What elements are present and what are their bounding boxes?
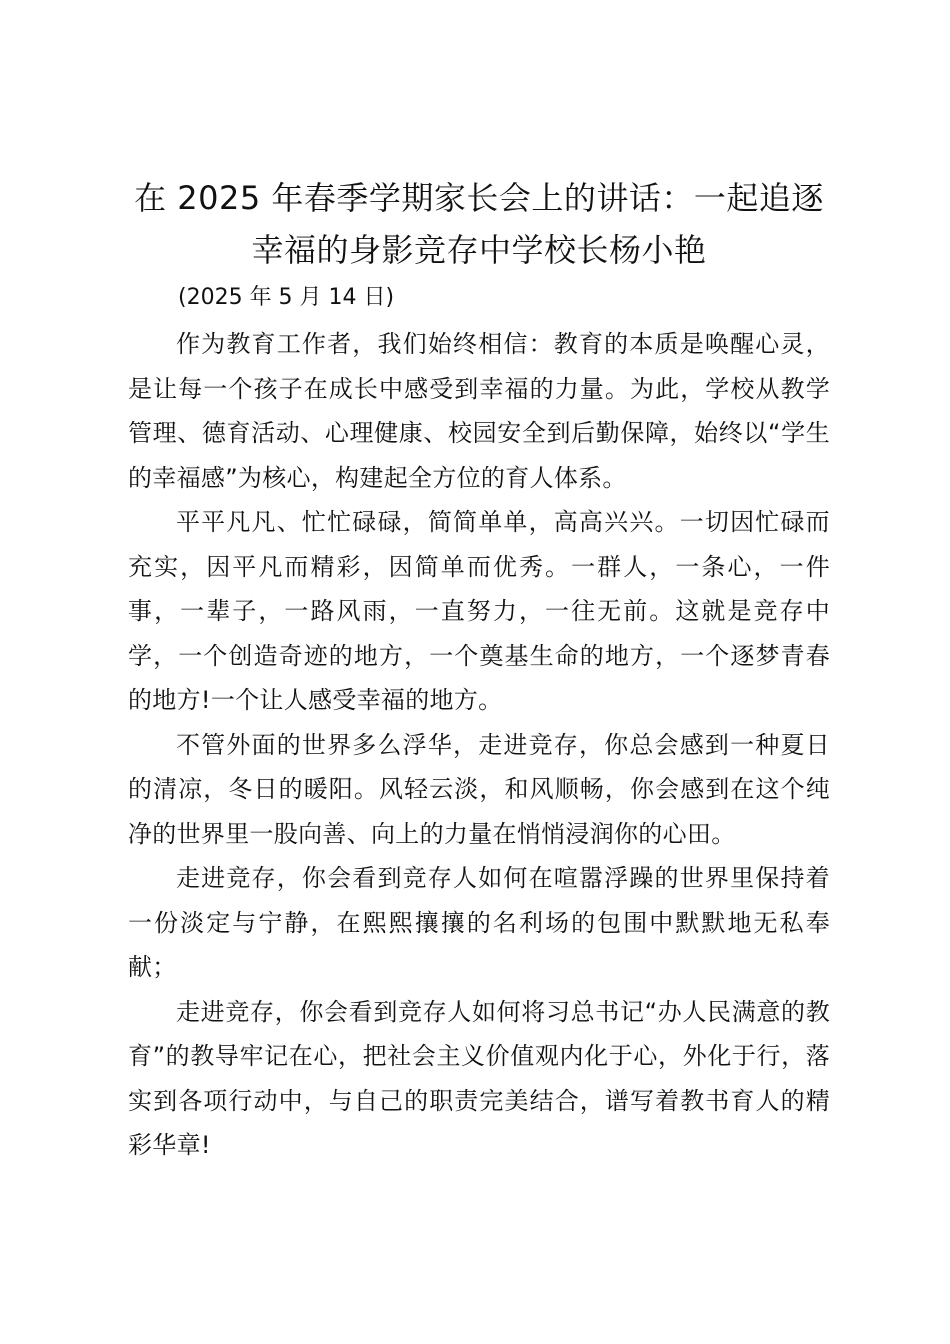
speech-date: (2025 年 5 月 14 日) (178, 285, 395, 310)
paragraph-3: 不管外面的世界多么浮华，走进竞存，你总会感到一种夏日的清凉，冬日的暖阳。风轻云淡，和风顺畅，你会感到在这个纯净的世界里一股向善、向上的力量在悄悄浸润你的心田。 (128, 730, 830, 848)
paragraph-5: 走进竞存，你会看到竞存人如何将习总书记“办人民满意的教育”的教导牢记在心，把社会主义价值观内化于心，外化于行，落实到各项行动中，与自己的职责完美结合，谱写着教书育人的精彩华章! (128, 997, 830, 1159)
document-title: 在 2025 年春季学期家长会上的讲话：一起追逐幸福的身影竞存中学校长杨小艳 (134, 179, 824, 269)
paragraph-2: 平平凡凡、忙忙碌碌，简简单单，高高兴兴。一切因忙碌而充实，因平凡而精彩，因简单而优秀。一群人，一条心，一件事，一辈子，一路风雨，一直努力，一往无前。这就是竞存中学，一个创造奇迹的地方，一个奠基生命的地方，一个逐梦青春的地方!一个让人感受幸福的地方。 (128, 508, 830, 714)
paragraph-4: 走进竞存，你会看到竞存人如何在喧嚣浮躁的世界里保持着一份淡定与宁静，在熙熙攘攘的名利场的包围中默默地无私奉献； (128, 864, 830, 981)
paragraph-1: 作为教育工作者，我们始终相信：教育的本质是唤醒心灵，是让每一个孩子在成长中感受到幸福的力量。为此，学校从教学管理、德育活动、心理健康、校园安全到后勤保障，始终以“学生的幸福感”为核心，构建起全方位的育人体系。 (128, 330, 830, 492)
document-body (128, 322, 830, 1168)
